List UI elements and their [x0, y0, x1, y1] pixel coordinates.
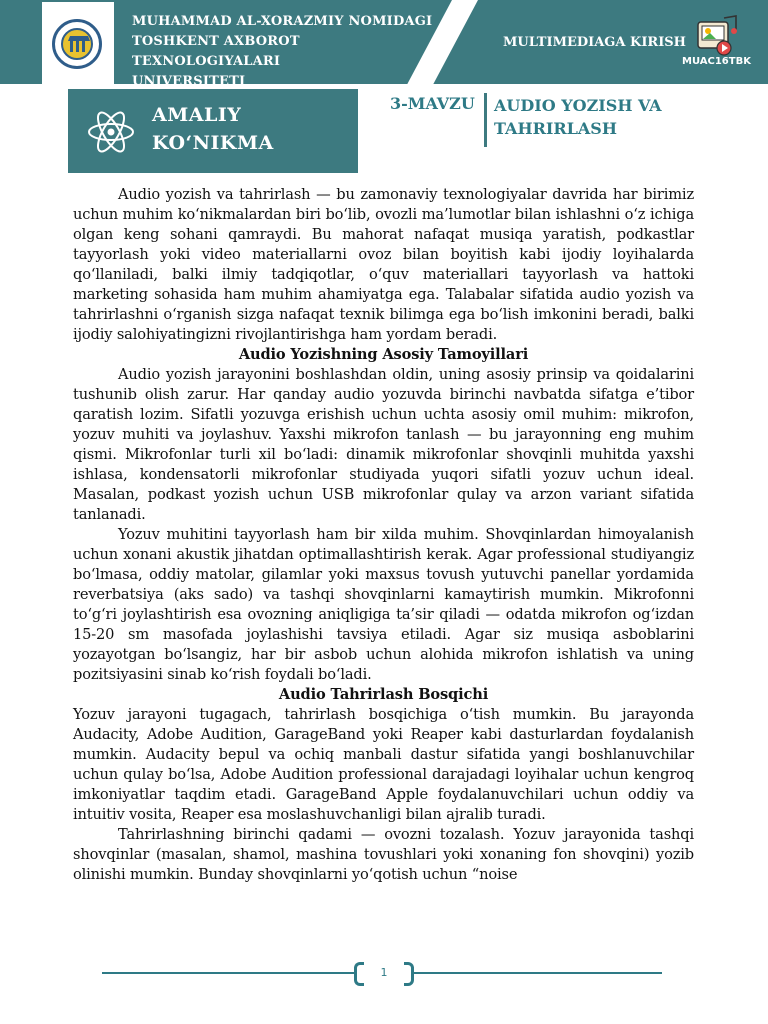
- paragraph-intro: Audio yozish va tahrirlash — bu zamonaviy texnologiyalar davrida har birimiz uchun muhim ko‘nikmalardan biri bo‘lib, ovozli ma’lumotlar bilan ishlashni o‘z ichiga olgan keng sohani qamraydi. Bu mahorat nafaqat musiqa yaratish, podkastlar tayyorlash yoki video materiallarni ovoz bilan boyitish kabi ijodiy loyihalarda qo‘llaniladi, balki ilmiy tadqiqotlar, o‘quv materiallari tayyorlash va hattoki marketing sohasida ham muhim ahamiyatga ega. Talabalar sifatida audio yozish va tahrirlashni o‘rganish sizga nafaqat texnik bilimga ega bo‘lish imkonini beradi, balki ijodiy salohiyatingizni rivojlantirishga ham yordam beradi.: [73, 186, 694, 343]
- university-name-line2: TOSHKENT AXBOROT TEXNOLOGIYALARI: [132, 34, 300, 69]
- footer-line-right: [414, 972, 662, 974]
- university-logo: [42, 2, 114, 84]
- university-name-line1: MUHAMMAD AL-XORAZMIY NOMIDAGI: [132, 14, 433, 29]
- section-title: [152, 101, 274, 157]
- topic-title: AUDIO YOZISH VA TAHRIRLASH: [494, 96, 662, 138]
- footer-brace-right: [404, 962, 414, 986]
- multimedia-icon: [694, 14, 740, 56]
- paragraph-environment: Yozuv muhitini tayyorlash ham bir xilda muhim. Shovqinlardan himoyalanish uchun xonani akustik jihatdan optimallashtirish kerak. Agar professional studiyangiz bo‘lmasa, oddiy matolar, gilamlar yoki maxsus tovush yutuvchi panellar yordamida reverbatsiya (aks sado) va tashqi shovqinlarni kamaytirish mumkin. Mikrofonni to‘g‘ri joylashtirish esa ovozning aniqligiga ta’sir qiladi — odatda mikrofon og‘izdan 15-20 sm masofada joylashishi tavsiya etiladi. Agar siz musiqa asboblarini yozayotgan bo‘lsangiz, har bir asbob uchun alohida mikrofon ishlatish va uning pozitsiyasini sinab ko‘rish foydali bo‘ladi.: [73, 526, 694, 683]
- footer-line-left: [102, 972, 354, 974]
- section-title-line2: KO‘NIKMA: [152, 132, 274, 154]
- main-content: [73, 185, 694, 885]
- topic-divider: [484, 93, 487, 147]
- university-emblem-icon: [52, 19, 102, 69]
- course-name: MULTIMEDIAGA KIRISH: [503, 35, 686, 50]
- university-name-line3: UNIVERSITETI: [132, 74, 246, 89]
- section-title-line1: AMALIY: [152, 104, 242, 126]
- heading-recording-principles: Audio Yozishning Asosiy Tamoyillari: [238, 346, 529, 363]
- university-name: [132, 12, 452, 92]
- course-code: MUAC16TBK: [682, 56, 751, 67]
- section-title-box: [68, 89, 358, 173]
- topic-number: 3-MAVZU: [390, 94, 475, 113]
- heading-editing-stage: Audio Tahrirlash Bosqichi: [278, 686, 489, 703]
- paragraph-principles: Audio yozish jarayonini boshlashdan oldin, uning asosiy prinsip va qoidalarini tushunib olish zarur. Har qanday audio yozuvda birinchi navbatda sifatga e’tibor qaratish lozim. Sifatli yozuvga erishish uchun uchta asosiy omil muhim: mikrofon, yozuv muhiti va joylashuv. Yaxshi mikrofon tanlash — bu jarayonning eng muhim qismi. Mikrofonlar turli xil bo‘ladi: dinamik mikrofonlar shovqinli muhitda yaxshi ishlasa, kondensatorli mikrofonlar studiyada yuqori sifatli yozuv uchun ideal. Masalan, podkast yozish uchun USB mikrofonlar qulay va arzon variant sifatida tanlanadi.: [73, 366, 694, 523]
- paragraph-editing-software: Yozuv jarayoni tugagach, tahrirlash bosqichiga o‘tish mumkin. Bu jarayonda Audacity, Adobe Audition, GarageBand yoki Reaper kabi dasturlardan foydalanish mumkin. Audacity bepul va ochiq manbali dastur sifatida yangi boshlanuvchilar uchun qulay bo‘lsa, Adobe Audition professional darajadagi loyihalar uchun kengroq imkoniyatlar taqdim etadi. GarageBand Apple foydalanuvchilari uchun oddiy va intuitiv vosita, Reaper esa moslashuvchanligi bilan ajralib turadi.: [73, 706, 694, 823]
- atom-icon: [86, 107, 136, 157]
- page-number: 1: [380, 966, 388, 979]
- paragraph-noise-cleaning: Tahrirlashning birinchi qadami — ovozni tozalash. Yozuv jarayonida tashqi shovqinlar (masalan, shamol, mashina tovushlari yoki xonaning fon shovqini) yozib olinishi mumkin. Bunday shovqinlarni yo‘qotish uchun “noise: [73, 826, 694, 883]
- footer-brace-left: [354, 962, 364, 986]
